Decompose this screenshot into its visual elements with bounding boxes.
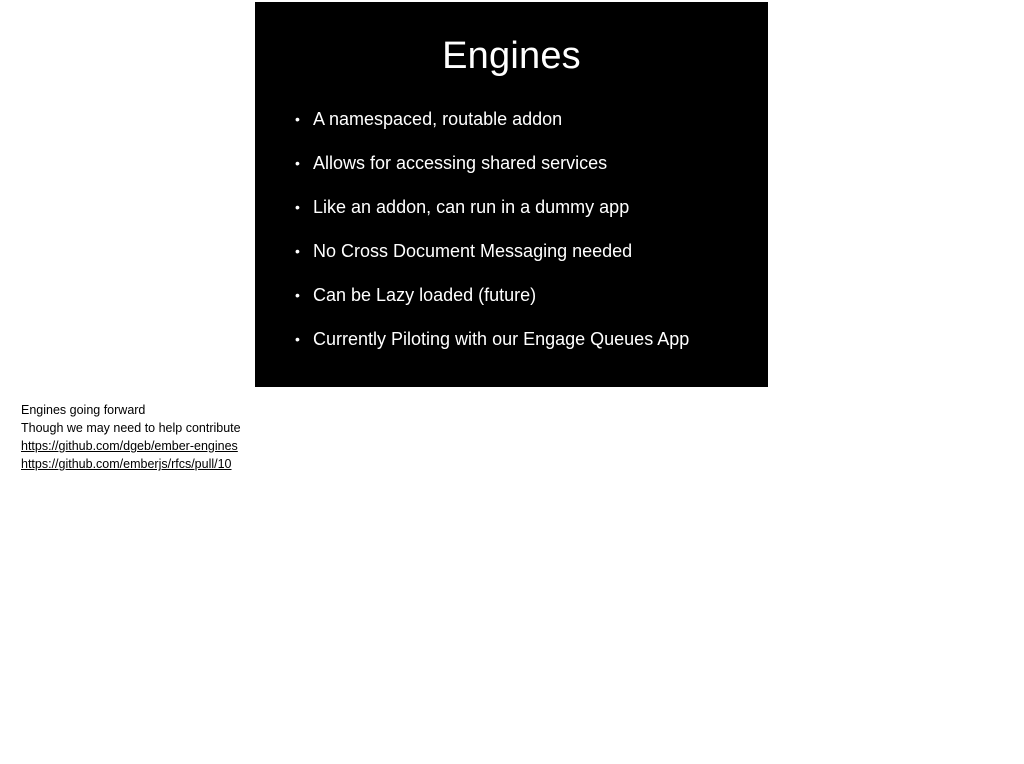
bullet-text: Like an addon, can run in a dummy app	[313, 197, 630, 217]
bullet-dot-icon: •	[295, 331, 300, 347]
bullet-text: A namespaced, routable addon	[313, 109, 563, 129]
ember-engines-link[interactable]: https://github.com/dgeb/ember-engines	[21, 439, 238, 453]
bullet-text: No Cross Document Messaging needed	[313, 241, 633, 261]
bullet-dot-icon: •	[295, 243, 300, 259]
bullet-dot-icon: •	[295, 287, 300, 303]
slide-title: Engines	[442, 35, 581, 77]
bullet-text: Currently Piloting with our Engage Queues App	[313, 329, 690, 349]
bullet-dot-icon: •	[295, 155, 300, 171]
note-line: Though we may need to help contribute	[21, 421, 241, 435]
note-line: Engines going forward	[21, 403, 146, 417]
bullet-dot-icon: •	[295, 111, 300, 127]
bullet-text: Allows for accessing shared services	[313, 153, 608, 173]
bullet-text: Can be Lazy loaded (future)	[313, 285, 537, 305]
speaker-notes	[21, 401, 241, 473]
bullet-dot-icon: •	[295, 199, 300, 215]
emberjs-rfcs-link[interactable]: https://github.com/emberjs/rfcs/pull/10	[21, 457, 232, 471]
slide-thumbnail	[255, 2, 768, 387]
